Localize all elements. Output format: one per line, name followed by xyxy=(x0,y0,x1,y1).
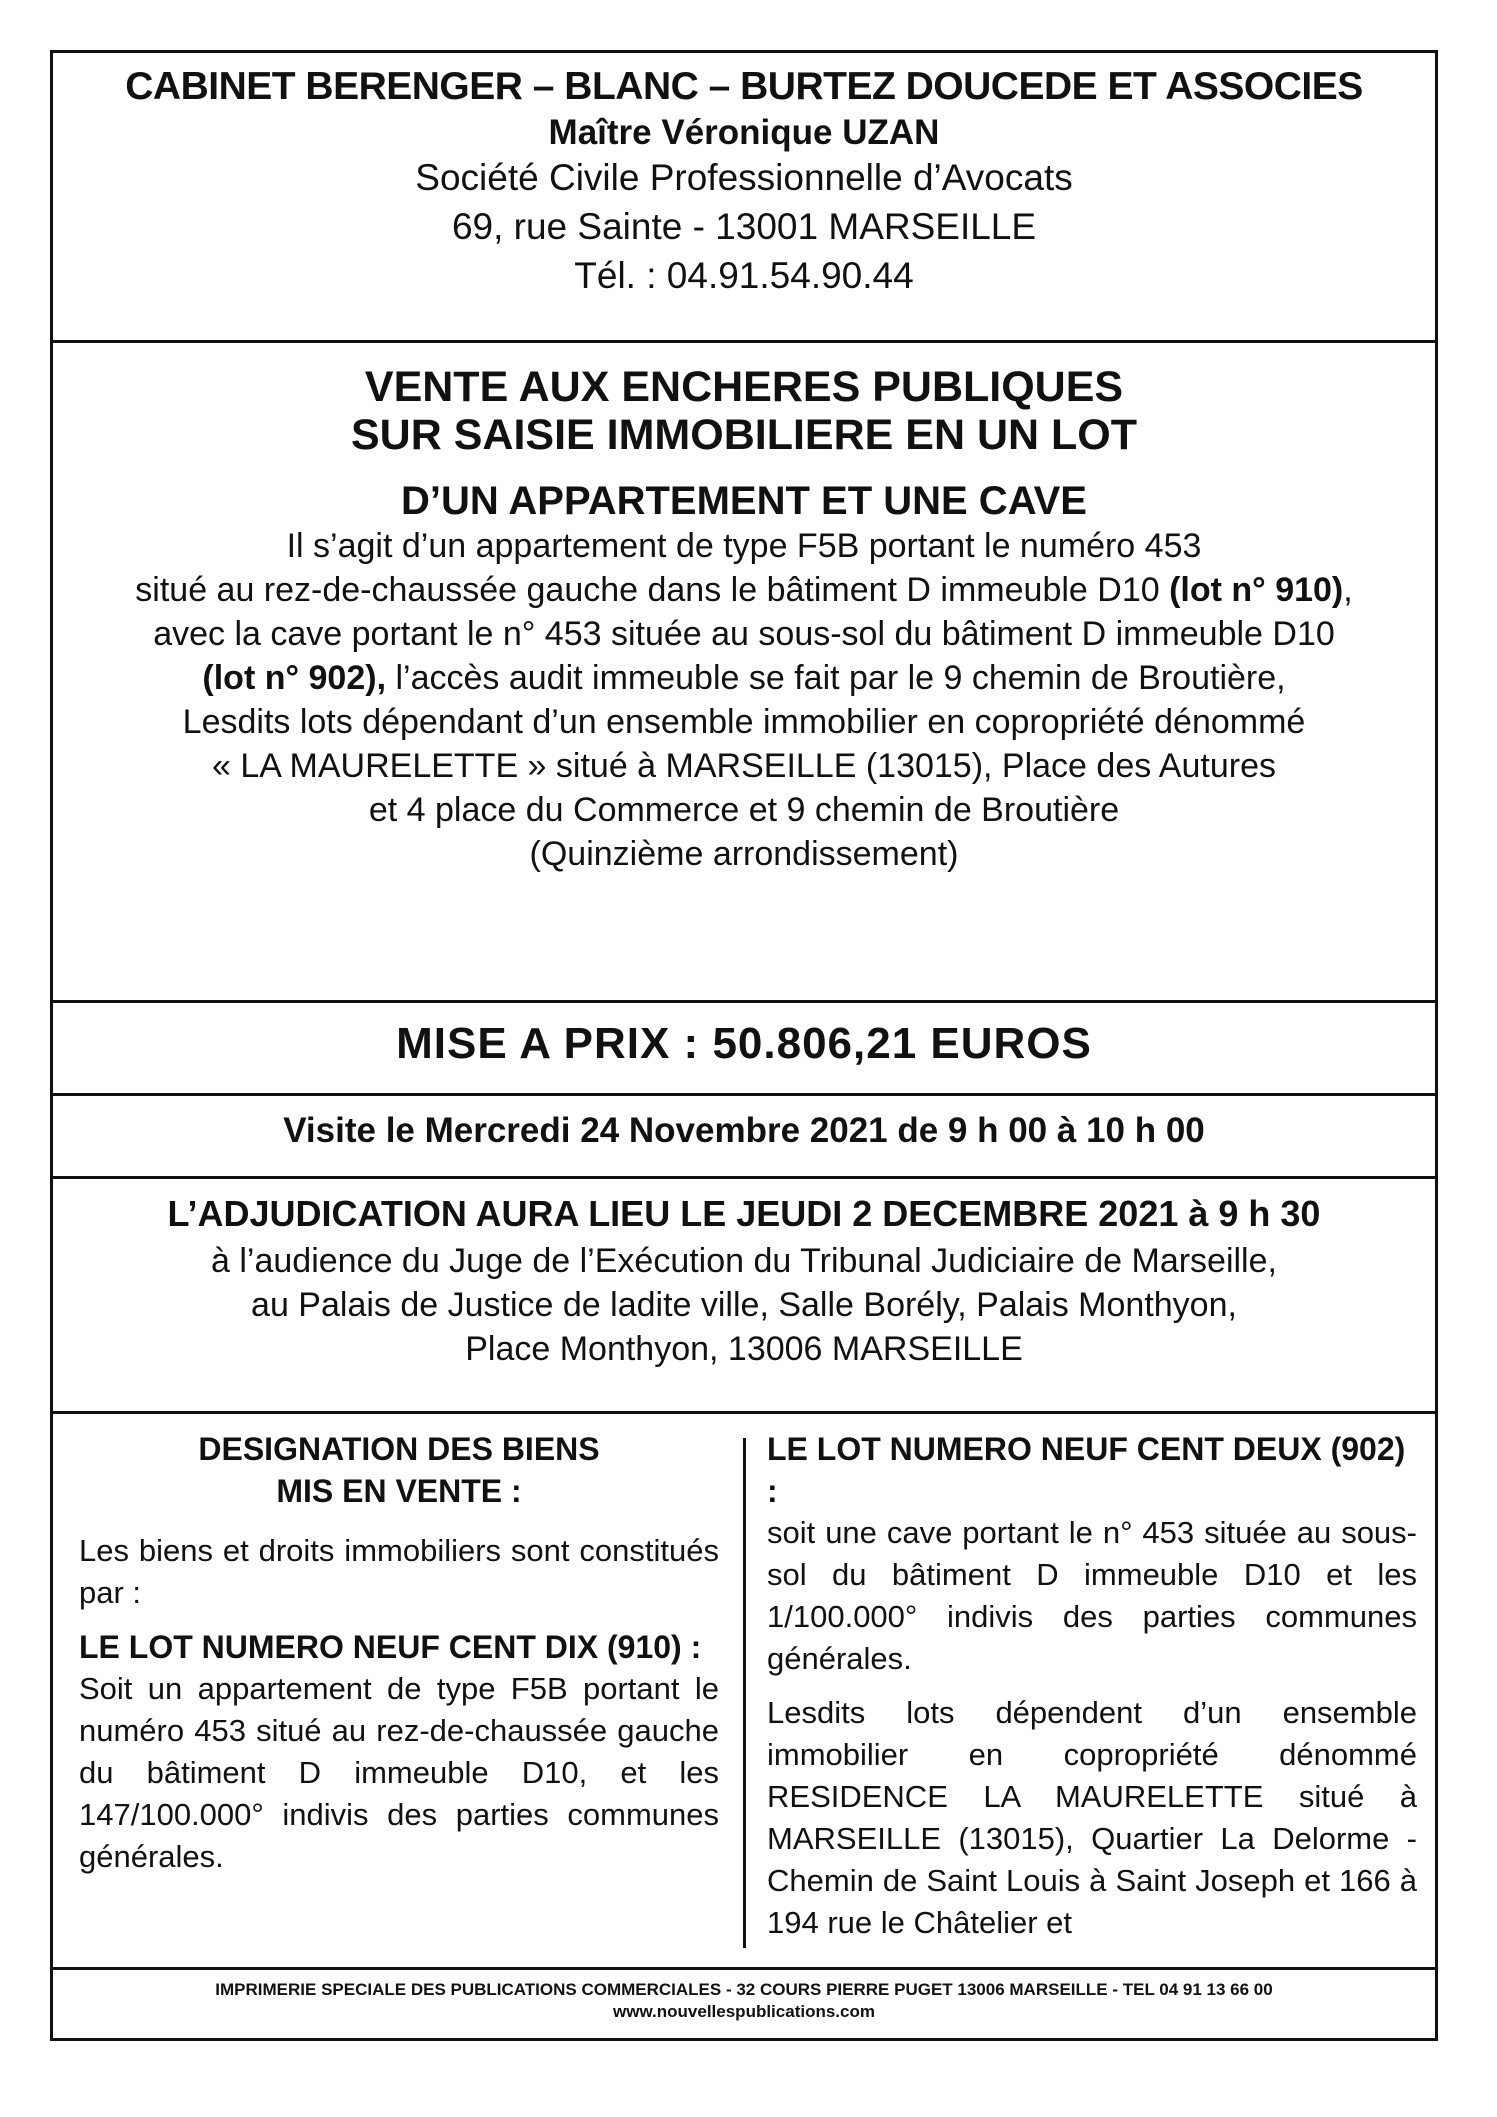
lot-910-text: Soit un appartement de type F5B portant le numéro 453 situé au rez-de-chaussée gauche du bâtiment D immeuble D10, et les 147/100.000° indivis des parties communes générales. xyxy=(79,1671,719,1874)
divider xyxy=(53,1093,1435,1096)
price-section xyxy=(53,1019,1435,1069)
header xyxy=(53,65,1435,300)
adjudication-title: L’ADJUDICATION AURA LIEU LE JEUDI 2 DECEMBRE 2021 à 9 h 30 xyxy=(167,1193,1321,1234)
firm-name: CABINET BERENGER – BLANC – BURTEZ DOUCEDE ET ASSOCIES xyxy=(125,65,1363,108)
designation-heading-1: DESIGNATION DES BIENS xyxy=(198,1431,600,1467)
desc-line-7: et 4 place du Commerce et 9 chemin de Broutière xyxy=(368,791,1120,829)
right-column xyxy=(767,1428,1417,1944)
starting-price: MISE A PRIX : 50.806,21 EUROS xyxy=(396,1019,1092,1068)
lot-910-ref: (lot n° 910) xyxy=(1169,571,1344,609)
company-type: Société Civile Professionnelle d’Avocats xyxy=(415,157,1073,198)
sale-description xyxy=(53,524,1435,876)
desc-line-2-text: situé au rez-de-chaussée gauche dans le bâtiment D immeuble D10 xyxy=(135,571,1170,609)
divider xyxy=(53,1000,1435,1003)
column-divider xyxy=(743,1438,746,1948)
lot-910-title: LE LOT NUMERO NEUF CENT DIX (910) : xyxy=(79,1629,702,1665)
desc-line-2-end: , xyxy=(1343,571,1353,609)
designation-columns xyxy=(53,1428,1435,1948)
footer xyxy=(53,1979,1435,2023)
lot-902-title: LE LOT NUMERO NEUF CENT DEUX (902) : xyxy=(767,1431,1406,1509)
desc-line-6: « LA MAURELETTE » situé à MARSEILLE (13015), Place des Autures xyxy=(212,747,1276,785)
adjudication-line-3: Place Monthyon, 13006 MARSEILLE xyxy=(465,1330,1023,1368)
sale-title-1: VENTE AUX ENCHERES PUBLIQUES xyxy=(364,363,1124,411)
divider xyxy=(53,1176,1435,1179)
desc-line-8: (Quinzième arrondissement) xyxy=(529,835,959,873)
firm-address: 69, rue Sainte - 13001 MARSEILLE xyxy=(451,206,1037,247)
desc-line-2 xyxy=(73,568,1415,612)
printer-info: IMPRIMERIE SPECIALE DES PUBLICATIONS COMMERCIALES - 32 COURS PIERRE PUGET 13006 MARSEILLE - TEL 04 91 13 66 00 xyxy=(215,1980,1273,1999)
firm-phone: Tél. : 04.91.54.90.44 xyxy=(574,255,914,296)
lawyer-name: Maître Véronique UZAN xyxy=(548,113,940,152)
designation-intro: Les biens et droits immobiliers sont constitués par : xyxy=(79,1533,719,1610)
adjudication-line-1: à l’audience du Juge de l’Exécution du Tribunal Judiciaire de Marseille, xyxy=(211,1242,1277,1280)
visit-date: Visite le Mercredi 24 Novembre 2021 de 9 h 00 à 10 h 00 xyxy=(283,1111,1205,1150)
divider xyxy=(53,1411,1435,1414)
divider xyxy=(53,340,1435,343)
adjudication-line-2: au Palais de Justice de ladite ville, Salle Borély, Palais Monthyon, xyxy=(251,1286,1237,1324)
lot-902-text: soit une cave portant le n° 453 située au sous-sol du bâtiment D immeuble D10 et les 1/100.000° indivis des parties communes générales. xyxy=(767,1515,1417,1676)
property-continuation: Lesdits lots dépendent d’un ensemble immobilier en copropriété dénommé RESIDENCE LA MAURELETTE situé à MARSEILLE (13015), Quartier La Delorme - Chemin de Saint Louis à Saint Joseph et 166 à 194 rue le Châtelier et xyxy=(767,1695,1417,1940)
sale-title-2: SUR SAISIE IMMOBILIERE EN UN LOT xyxy=(351,411,1137,459)
designation-heading-2: MIS EN VENTE : xyxy=(276,1473,522,1509)
adjudication-section xyxy=(53,1193,1435,1371)
sale-section xyxy=(53,363,1435,876)
desc-line-4-text: l’accès audit immeuble se fait par le 9 chemin de Broutière, xyxy=(386,659,1286,697)
desc-line-1: Il s’agit d’un appartement de type F5B portant le numéro 453 xyxy=(286,527,1202,565)
lot-902-ref: (lot n° 902), xyxy=(202,659,387,697)
visit-section xyxy=(53,1111,1435,1151)
website-link[interactable]: www.nouvellespublications.com xyxy=(613,2002,875,2021)
notice-frame xyxy=(50,50,1438,2041)
desc-line-4 xyxy=(73,656,1415,700)
desc-line-5: Lesdits lots dépendant d’un ensemble immobilier en copropriété dénommé xyxy=(182,703,1306,741)
divider xyxy=(53,1967,1435,1970)
desc-line-3: avec la cave portant le n° 453 située au sous-sol du bâtiment D immeuble D10 xyxy=(153,615,1335,653)
left-column xyxy=(79,1428,719,1878)
sale-subtitle: D’UN APPARTEMENT ET UNE CAVE xyxy=(401,479,1087,523)
